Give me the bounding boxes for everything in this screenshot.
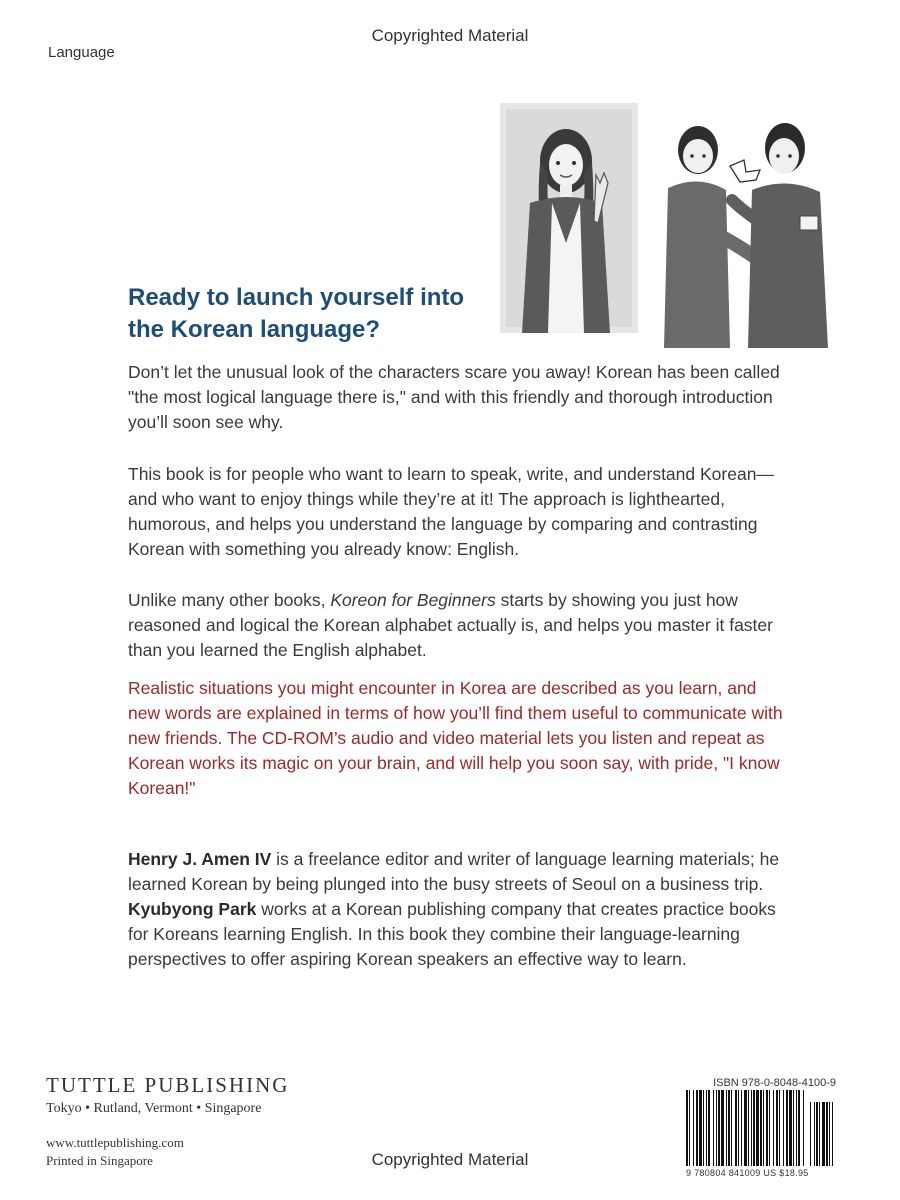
- headline-line-1: Ready to launch yourself into: [128, 284, 465, 311]
- author-bio-1: is a freelance editor and writer of language learning materials; he learned Korean by being plunged into the busy streets of Seoul on a business trip.: [128, 849, 780, 894]
- isbn-label: ISBN 978-0-8048-4100-9: [713, 1077, 836, 1089]
- p3-text-end: starts by showing you just how reasoned and logical the Korean alphabet actually is, and helps you master it faster than you learned the English alphabet.: [128, 590, 773, 660]
- p3-text-start: Unlike many other books,: [128, 590, 331, 610]
- headline-line-2: the Korean language?: [128, 316, 381, 343]
- paragraph-alphabet: [128, 588, 788, 663]
- printed-in: Printed in Singapore: [46, 1153, 153, 1168]
- paragraph-intro: Don’t let the unusual look of the characters scare you away! Korean has been called "the most logical language there is," and with this friendly and thorough introduction you’ll soon see why.: [128, 362, 780, 432]
- category-label: Language: [48, 44, 115, 61]
- paragraph-audience: This book is for people who want to learn to speak, write, and understand Korean—and who want to enjoy things while they’re at it! The approach is lighthearted, humorous, and helps you understand the language by comparing and contrasting Korean with something you already know: English.: [128, 464, 774, 559]
- paragraph-authors: [128, 847, 788, 972]
- author-name-1: Henry J. Amen IV: [128, 849, 272, 869]
- author-bio-2: works at a Korean publishing company that creates practice books for Koreans learning English. In this book they combine their language-learning perspectives to offer aspiring Korean speakers an effective way to learn.: [128, 899, 776, 969]
- book-title: Koreon for Beginners: [330, 590, 496, 610]
- paragraph-highlight: Realistic situations you might encounter in Korea are described as you learn, and new words are explained in terms of how you’ll find them useful to communicate with new friends. The CD-ROM’s audio and video material lets you listen and repeat as Korean works its magic on your brain, and will help you soon say, with pride, "I know Korean!": [128, 678, 783, 798]
- publisher-cities: Tokyo • Rutland, Vermont • Singapore: [46, 1101, 262, 1116]
- watermark-bottom: Copyrighted Material: [371, 1150, 529, 1169]
- headline: [128, 282, 508, 346]
- watermark-top: Copyrighted Material: [371, 26, 529, 45]
- woman-illustration: [500, 103, 638, 333]
- publisher-name: TUTTLE PUBLISHING: [46, 1073, 290, 1097]
- barcode-digits: 9 780804 841009 US $18.95: [686, 1168, 809, 1178]
- men-illustration: [660, 108, 835, 348]
- author-name-2: Kyubyong Park: [128, 899, 257, 919]
- publisher-url: www.tuttlepublishing.com: [46, 1135, 184, 1150]
